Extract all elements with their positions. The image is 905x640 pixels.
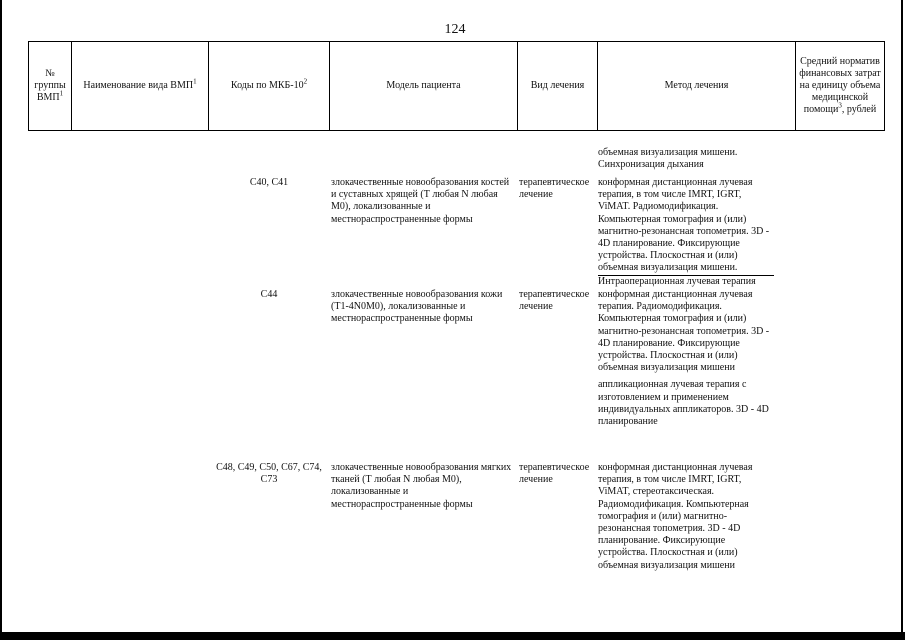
- row-1-type: терапевтическое лечение: [519, 177, 590, 201]
- row-0-method: [598, 147, 778, 171]
- row-0-method-text: объемная визуализация мишени. Синхронизация дыхания: [598, 147, 738, 171]
- header-row: [29, 42, 885, 131]
- row-2-model: злокачественные новообразования кожи (T1-4N0M0), локализованные и местнораспространенные формы: [331, 289, 503, 325]
- table-header: [28, 41, 885, 131]
- page-border-left: [0, 0, 2, 640]
- row-1-method-text: конформная дистанционная лучевая терапия, в том числе IMRT, IGRT, ViMAT. Радиомодификация. Компьютерная томография и (или) магнитно-резонансная топометрия. 3D - 4D планирование. Фиксирующие устройства. Плоскостная и (или) объемная визуализация мишени.: [598, 177, 774, 276]
- row-2-codes: C44: [260, 289, 278, 300]
- row-3-method: [598, 462, 770, 572]
- header-average-cost: Средний норматив финансовых затрат на единицу объема медицинской помощи$^3$, рублей: [796, 42, 885, 131]
- header-icd-codes: Коды по МКБ-$10^2$: [209, 42, 330, 131]
- header-patient-model: Модель пациента: [330, 42, 518, 131]
- header-treatment-type: Вид лечения: [518, 42, 598, 131]
- row-3-model: злокачественные новообразования мягких тканей (Т любая N любая M0), локализованные и местнораспространенные формы: [331, 462, 512, 510]
- page-border-right: [901, 0, 903, 640]
- header-treatment-method: Метод лечения: [598, 42, 796, 131]
- page-border-bottom: [0, 632, 905, 640]
- row-3-type: терапевтическое лечение: [519, 462, 590, 486]
- row-2-method: [598, 289, 778, 428]
- row-1-model: злокачественные новообразования костей и суставных хрящей (Т любая N любая M0), локализованные и местнораспространенные формы: [331, 177, 510, 225]
- row-2-type: терапевтическое лечение: [519, 289, 590, 313]
- row-1-method: [598, 177, 778, 288]
- page-number: 124: [444, 22, 466, 37]
- row-2-method-text-2: аппликационная лучевая терапия с изготовлением и применением индивидуальных аппликаторов. 3D - 4D планирование: [598, 379, 769, 428]
- row-3-method-text: конформная дистанционная лучевая терапия, в том числе IMRT, IGRT, ViMAT, стереотаксическая. Радиомодификация. Компьютерная томография и (или) магнитно-резонансная топометрия. 3D - 4D планирование. Фиксирующие устройства. Плоскостная и (или) объемная визуализация мишени: [598, 462, 753, 571]
- header-group-no: № группы ВМП$^1$: [29, 42, 72, 131]
- row-3-codes: C48, C49, C50, C67, C74, C73: [216, 462, 322, 486]
- header-vmp-name: Наименование вида ВМП$^1$: [72, 42, 209, 131]
- row-1-codes: C40, C41: [249, 177, 289, 188]
- row-1-method-text-2: Интраоперационная лучевая терапия: [598, 275, 756, 287]
- row-2-method-text: конформная дистанционная лучевая терапия. Радиомодификация. Компьютерная томография и (или) магнитно-резонансная топометрия. 3D - 4D планирование. Фиксирующие устройства. Плоскостная и (или) объемная визуализация мишени: [598, 289, 770, 374]
